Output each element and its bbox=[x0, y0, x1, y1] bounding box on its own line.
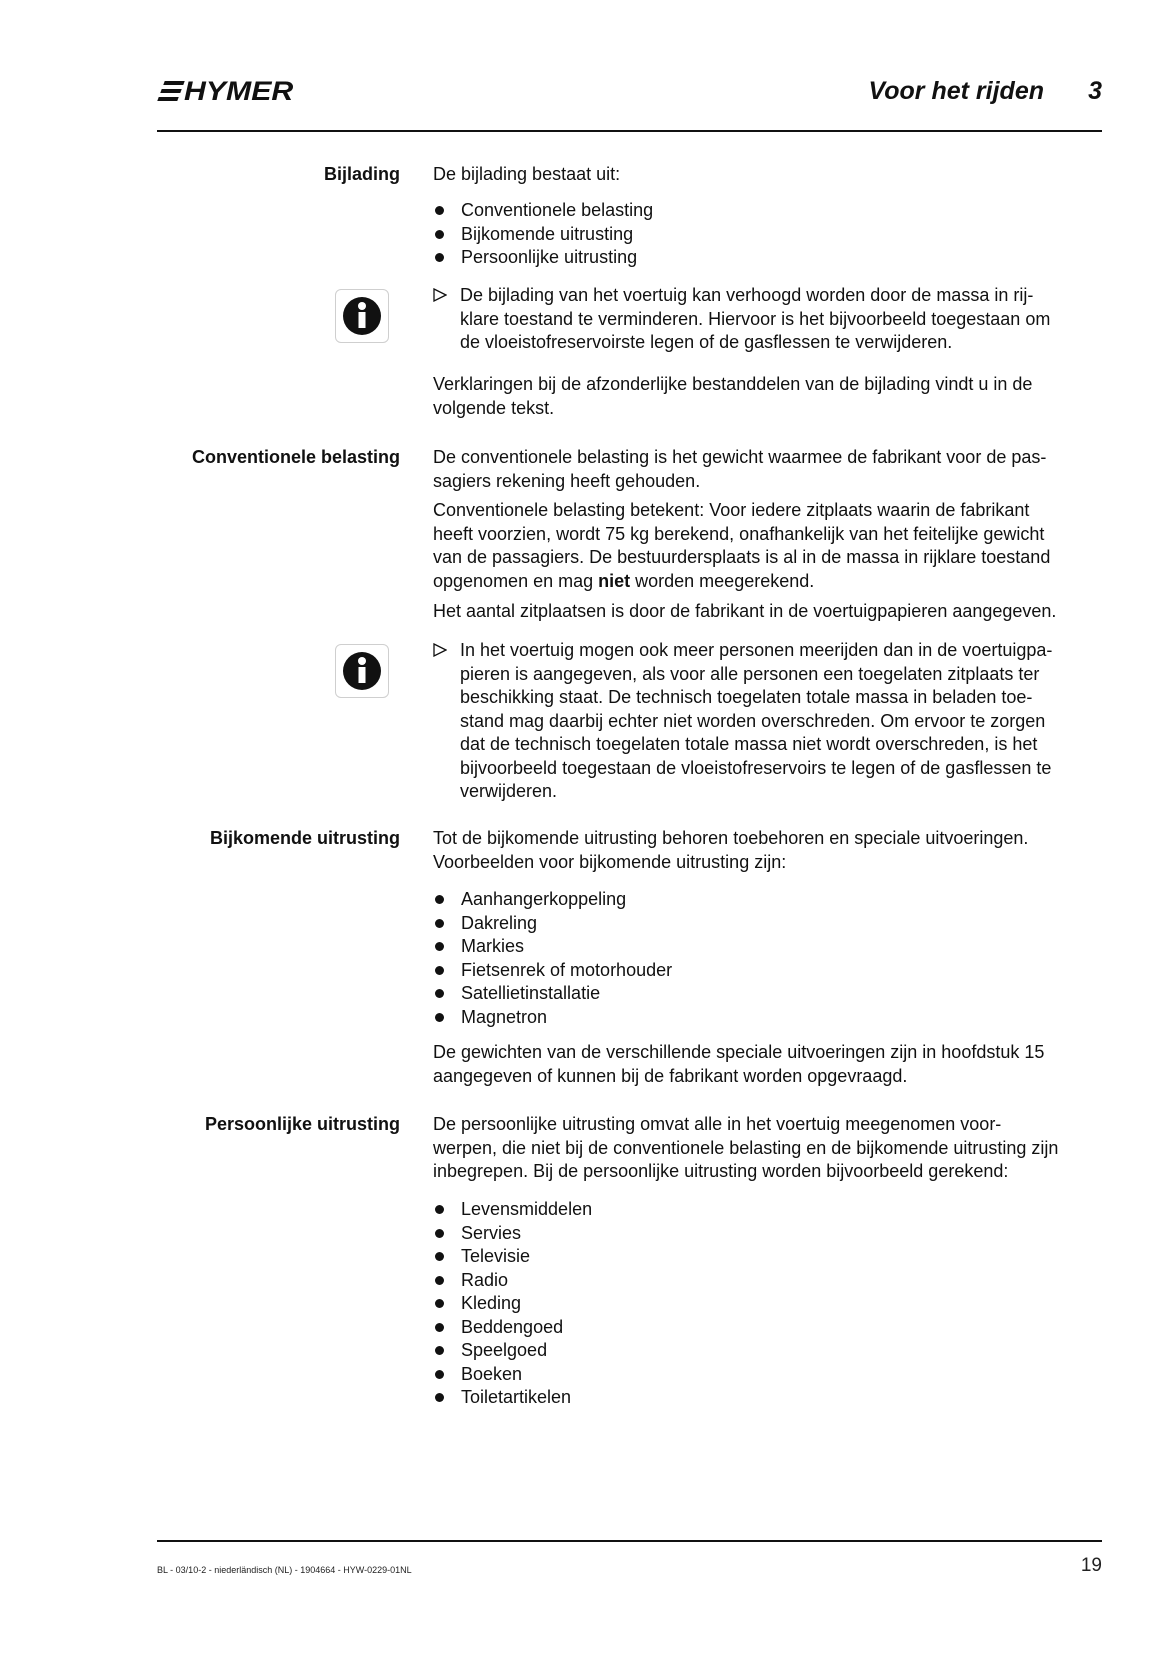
list-item: Dakreling bbox=[433, 912, 672, 936]
bullet-dot-icon bbox=[435, 1393, 444, 1402]
footer-rule bbox=[157, 1540, 1102, 1542]
bullet-dot-icon bbox=[435, 966, 444, 975]
side-heading-bijkomende-uitrusting: Bijkomende uitrusting bbox=[209, 828, 400, 848]
bullet-dot-icon bbox=[435, 895, 444, 904]
bijkomende-outro: De gewichten van de verschillende speciale uitvoeringen zijn in hoofdstuk 15 aangegeven of kunnen bij de fabrikant worden opgevraagd. bbox=[433, 1042, 1045, 1086]
page-number: 19 bbox=[1080, 1555, 1102, 1576]
list-item: Beddengoed bbox=[433, 1316, 592, 1340]
list-item: Bijkomende uitrusting bbox=[433, 223, 653, 247]
bullet-dot-icon bbox=[435, 919, 444, 928]
bullet-dot-icon bbox=[435, 230, 444, 239]
logo-stripes-icon bbox=[158, 80, 184, 102]
info-icon bbox=[335, 644, 389, 698]
bullet-dot-icon bbox=[435, 1013, 444, 1022]
bullet-dot-icon bbox=[435, 1346, 444, 1355]
bijlading-outro: Verklaringen bij de afzonderlijke bestanddelen van de bijlading vindt u in de volgende tekst. bbox=[433, 374, 1033, 418]
list-item: Fietsenrek of motorhouder bbox=[433, 959, 672, 983]
bullet-dot-icon bbox=[435, 1229, 444, 1238]
bullet-dot-icon bbox=[435, 1299, 444, 1308]
bullet-dot-icon bbox=[435, 1370, 444, 1379]
emphasis-niet: niet bbox=[598, 570, 631, 591]
conventionele-p2: Conventionele belasting betekent: Voor iedere zitplaats waarin de fabrikant heeft voorzien, wordt 75 kg berekend, onafhankelijk van het feitelijke gewicht van de passagiers. De bestuurdersplaats is al in de massa in rijklare toestand opgenomen en mag niet worden meegerekend. bbox=[433, 500, 1051, 591]
triangle-right-icon bbox=[433, 643, 447, 657]
brand-name: HYMER bbox=[184, 76, 294, 106]
list-item: Servies bbox=[433, 1222, 592, 1246]
bijkomende-list bbox=[433, 888, 672, 1029]
bijlading-note: De bijlading van het voertuig kan verhoogd worden door de massa in rij- klare toestand te verminderen. Hiervoor is het bijvoorbeeld toegestaan om de vloeistofreservoirste legen of de gasflessen te verwijderen. bbox=[433, 284, 1050, 355]
header-rule bbox=[157, 130, 1102, 132]
side-heading-persoonlijke-uitrusting: Persoonlijke uitrusting bbox=[204, 1114, 400, 1134]
bijlading-intro: De bijlading bestaat uit: bbox=[433, 164, 621, 184]
side-heading-bijlading: Bijlading bbox=[324, 164, 400, 184]
bullet-dot-icon bbox=[435, 942, 444, 951]
bijkomende-intro: Tot de bijkomende uitrusting behoren toebehoren en speciale uitvoeringen. Voorbeelden voor bijkomende uitrusting zijn: bbox=[433, 828, 1029, 872]
list-item: Satellietinstallatie bbox=[433, 982, 672, 1006]
bullet-dot-icon bbox=[435, 1205, 444, 1214]
list-item: Persoonlijke uitrusting bbox=[433, 246, 653, 270]
persoonlijke-intro: De persoonlijke uitrusting omvat alle in het voertuig meegenomen voor- werpen, die niet bij de conventionele belasting en de bijkomende uitrusting zijn inbegrepen. Bij de persoonlijke uitrusting worden bijvoorbeeld gerekend: bbox=[433, 1114, 1059, 1181]
conventionele-p3: Het aantal zitplaatsen is door de fabrikant in de voertuigpapieren aangegeven. bbox=[433, 601, 1057, 621]
bullet-dot-icon bbox=[435, 253, 444, 262]
list-item: Speelgoed bbox=[433, 1339, 592, 1363]
chapter-number: 3 bbox=[1088, 77, 1102, 105]
triangle-right-icon bbox=[433, 288, 447, 302]
list-item: Markies bbox=[433, 935, 672, 959]
bullet-dot-icon bbox=[435, 989, 444, 998]
bullet-dot-icon bbox=[435, 1323, 444, 1332]
bijlading-list bbox=[433, 199, 653, 270]
list-item: Boeken bbox=[433, 1363, 592, 1387]
list-item: Televisie bbox=[433, 1245, 592, 1269]
bullet-dot-icon bbox=[435, 1252, 444, 1261]
document-code: BL - 03/10-2 - niederländisch (NL) - 1904664 - HYW-0229-01NL bbox=[157, 1565, 412, 1575]
list-item: Conventionele belasting bbox=[433, 199, 653, 223]
list-item: Radio bbox=[433, 1269, 592, 1293]
section-title: Voor het rijden bbox=[868, 77, 1044, 105]
conventionele-p1: De conventionele belasting is het gewicht waarmee de fabrikant voor de pas- sagiers rekening heeft gehouden. bbox=[433, 447, 1047, 491]
list-item: Toiletartikelen bbox=[433, 1386, 592, 1410]
persoonlijke-list bbox=[433, 1198, 592, 1410]
bullet-dot-icon bbox=[435, 1276, 444, 1285]
info-icon bbox=[335, 289, 389, 343]
list-item: Kleding bbox=[433, 1292, 592, 1316]
list-item: Aanhangerkoppeling bbox=[433, 888, 672, 912]
bullet-dot-icon bbox=[435, 206, 444, 215]
hymer-logo bbox=[158, 76, 294, 106]
list-item: Magnetron bbox=[433, 1006, 672, 1030]
list-item: Levensmiddelen bbox=[433, 1198, 592, 1222]
side-heading-conventionele-belasting: Conventionele belasting bbox=[191, 447, 400, 467]
conventionele-note: In het voertuig mogen ook meer personen meerijden dan in de voertuigpa- pieren is aangegeven, als voor alle personen een toegelaten zitplaats ter beschikking staat. De technisch toegelaten totale massa in beladen toe- stand mag daarbij echter niet worden overschreden. Om ervoor te zorgen dat de technisch toegelaten totale massa niet wordt overschreden, is het bijvoorbeeld toegestaan de vloeistofreservoirs te legen of de gasflessen te verwijderen. bbox=[433, 639, 1052, 804]
